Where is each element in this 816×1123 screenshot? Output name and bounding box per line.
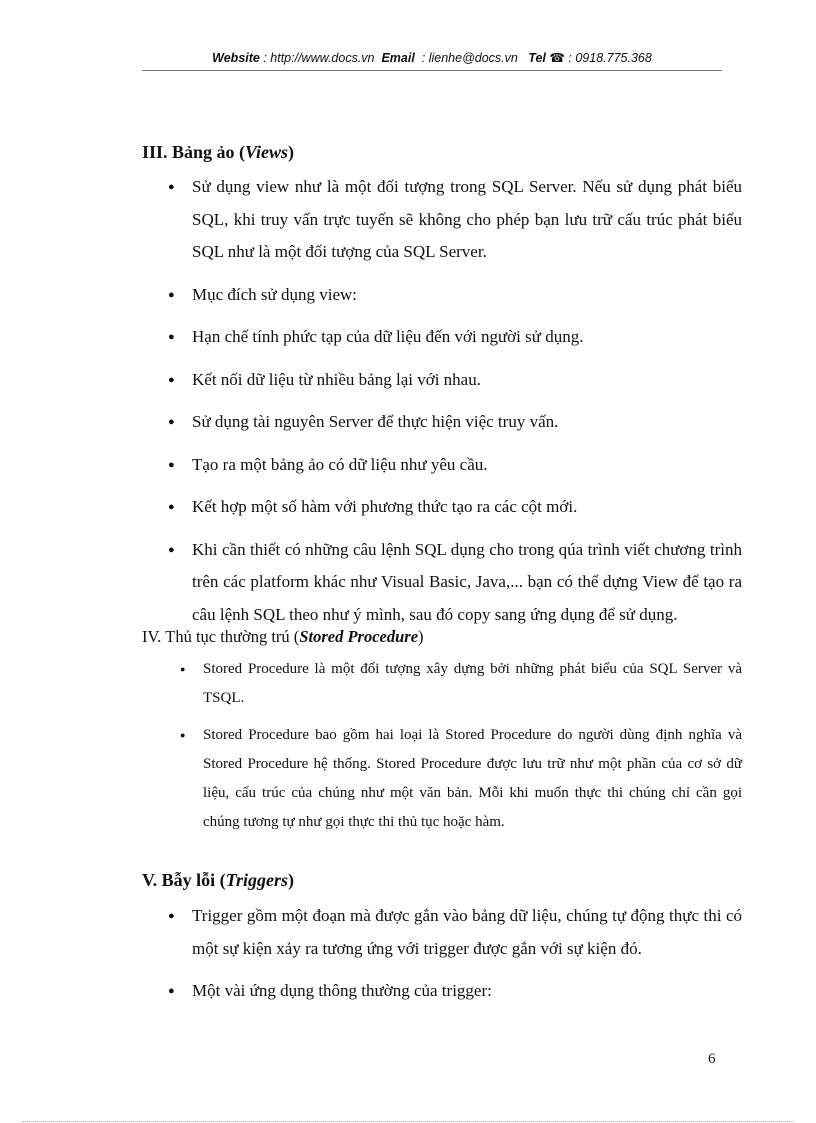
list-item: ● Sử dụng view như là một đối tượng trong SQL Server. Nếu sử dụng phát biểu SQL, khi truy vấn trực tuyến sẽ không cho phép bạn lưu trữ cấu trúc phát biểu SQL như là một đối tượng của SQL Server.	[168, 171, 742, 269]
list-item: ● Stored Procedure là một đối tượng xây dựng bởi những phát biểu của SQL Server và TSQL.	[180, 655, 742, 713]
email-label: Email	[381, 51, 415, 65]
list-item: ● Một vài ứng dụng thông thường của trigger:	[168, 975, 742, 1008]
page-bottom-divider	[22, 1121, 794, 1122]
email-value: : lienhe@docs.vn	[421, 51, 518, 65]
section-5-list	[168, 900, 742, 1018]
list-item: ● Kết hợp một số hàm với phương thức tạo ra các cột mới.	[168, 491, 742, 524]
list-item: ● Tạo ra một bảng ảo có dữ liệu như yêu cầu.	[168, 449, 742, 482]
list-item: ● Khi cần thiết có những câu lệnh SQL dụng cho trong qúa trình viết chương trình trên các platform khác như Visual Basic, Java,... bạn có thể dựng View để tạo ra câu lệnh SQL theo như ý mình, sau đó copy sang ứng dụng để sử dụng.	[168, 534, 742, 632]
list-item: ● Trigger gồm một đoạn mà được gắn vào bảng dữ liệu, chúng tự động thực thi có một sự kiện xảy ra tương ứng với trigger được gắn với sự kiện đó.	[168, 900, 742, 965]
page-number: 6	[708, 1051, 716, 1067]
tel-value: : 0918.775.368	[568, 51, 652, 65]
list-item: ● Sử dụng tài nguyên Server để thực hiện việc truy vấn.	[168, 406, 742, 439]
section-3-list	[168, 171, 742, 641]
website-value: : http://www.docs.vn	[263, 51, 375, 65]
tel-label: Tel ☎	[528, 51, 565, 65]
website-label: Website	[212, 51, 260, 65]
list-item: ● Mục đích sử dụng view:	[168, 279, 742, 312]
list-item: ● Stored Procedure bao gồm hai loại là Stored Procedure do người dùng định nghĩa và Stored Procedure hệ thống. Stored Procedure được lưu trữ như một phần của cơ sở dữ liệu, cấu trúc của chúng như một văn bản. Mỗi khi muốn thực thi chúng chỉ cần gọi chúng tương tự như gọi thực thi thủ tục hoặc hàm.	[180, 721, 742, 837]
section-4-list	[180, 655, 742, 845]
list-item: ● Hạn chế tính phức tạp của dữ liệu đến với người sử dụng.	[168, 321, 742, 354]
header-divider	[142, 70, 722, 71]
list-item: ● Kết nối dữ liệu từ nhiều bảng lại với nhau.	[168, 364, 742, 397]
section-4-title: IV. Thủ tục thường trú (Stored Procedure)	[142, 627, 424, 646]
page-header	[142, 50, 722, 65]
section-3-title: III. Bảng ảo (Views)	[142, 142, 295, 162]
section-5-title: V. Bẫy lỗi (Triggers)	[142, 870, 295, 890]
